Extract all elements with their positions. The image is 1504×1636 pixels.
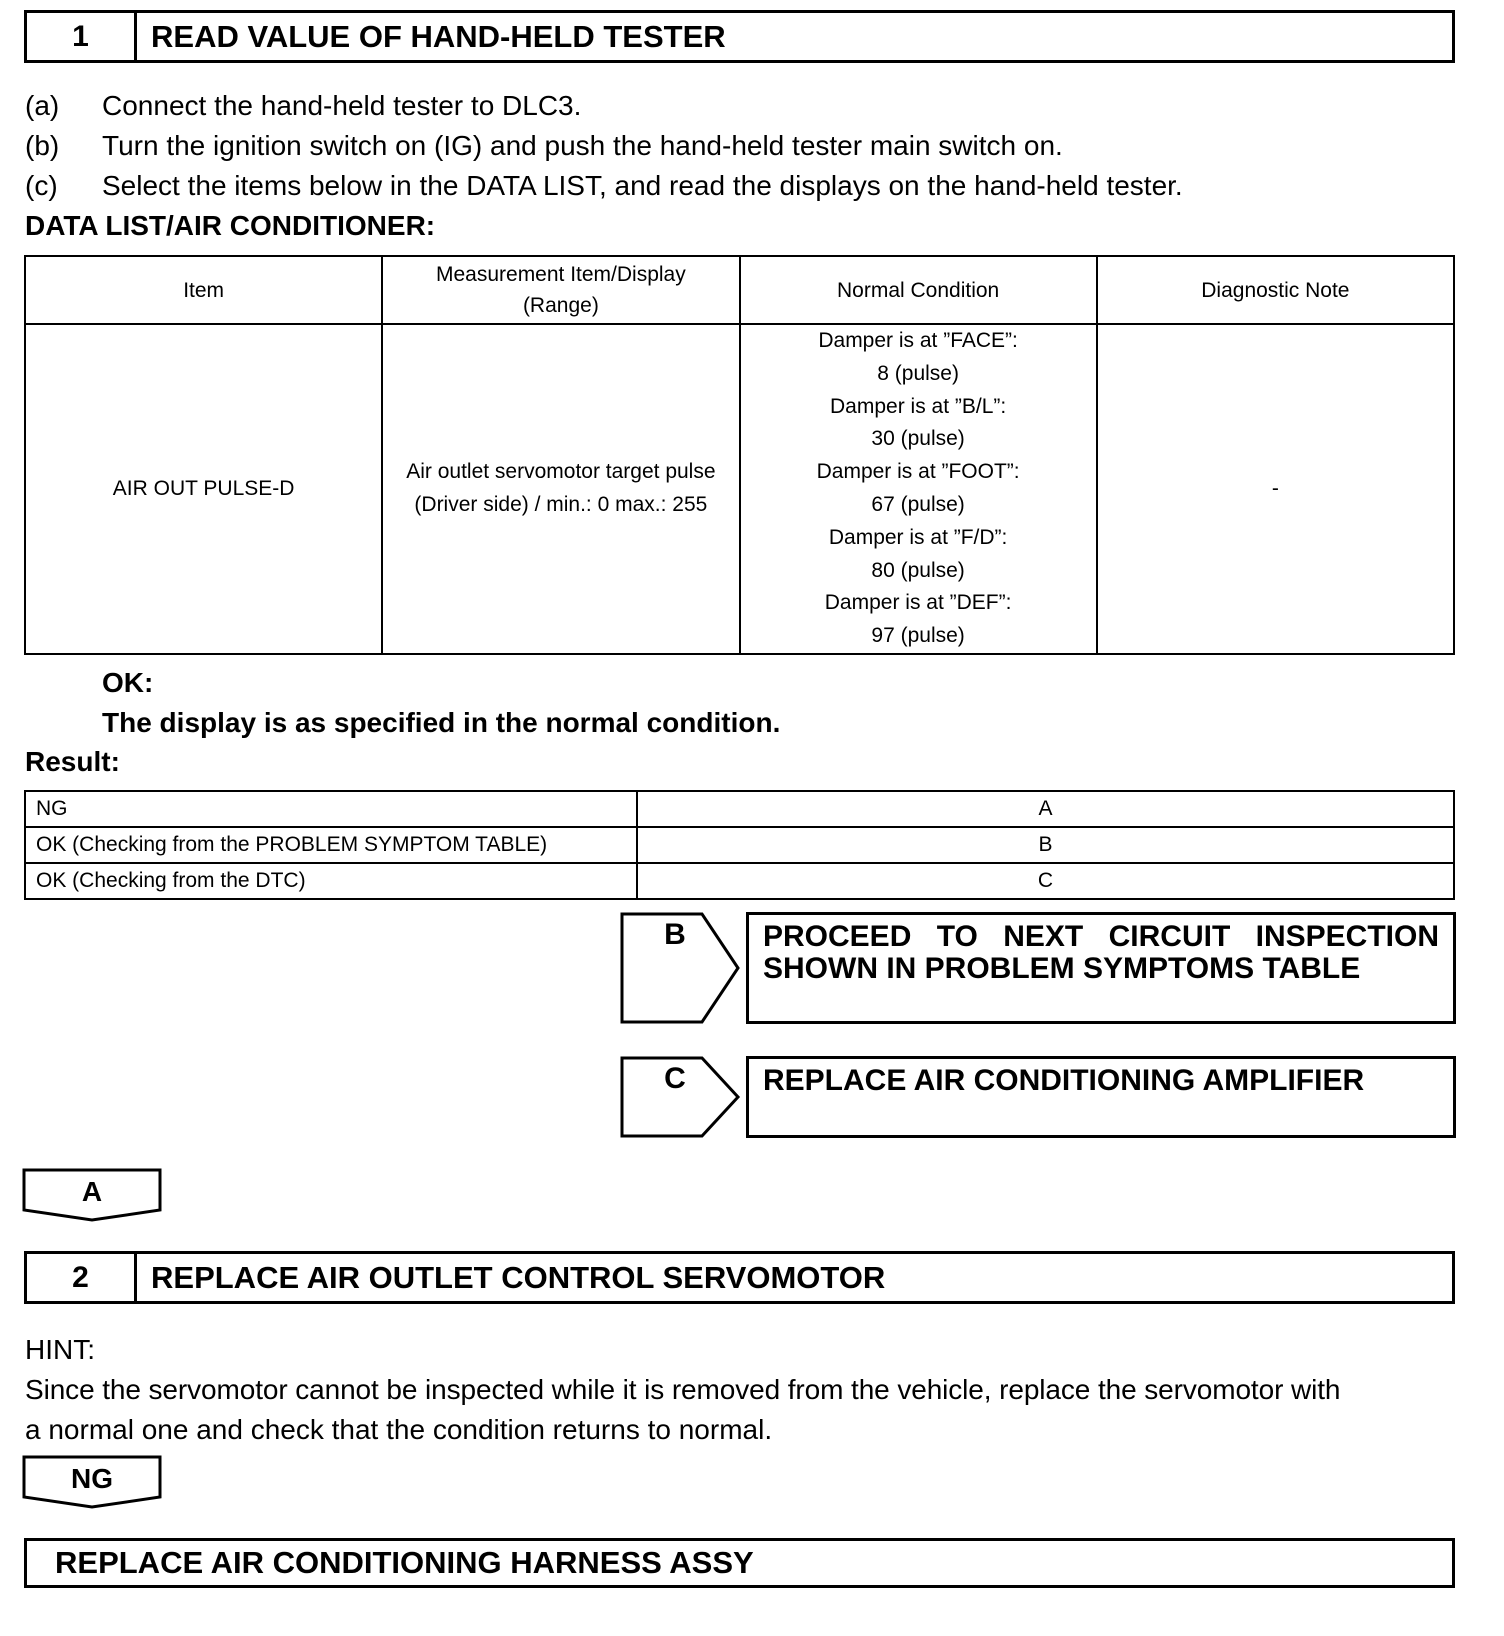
result-code: C bbox=[637, 863, 1454, 899]
result-condition: NG bbox=[25, 791, 637, 827]
branch-c-text: REPLACE AIR CONDITIONING AMPLIFIER bbox=[763, 1064, 1365, 1097]
step-2-header bbox=[24, 1251, 1455, 1304]
step-1-header bbox=[24, 10, 1455, 63]
instruction-text: Select the items below in the DATA LIST, and read the displays on the hand-held tester. bbox=[102, 170, 1183, 201]
result-heading: Result: bbox=[25, 746, 120, 777]
cell-diag: - bbox=[1097, 324, 1454, 654]
step-number: 1 bbox=[27, 13, 137, 60]
table-row bbox=[25, 324, 1454, 654]
normal-line: Damper is at ”FOOT”: bbox=[816, 460, 1020, 484]
branch-b-line1: PROCEED TO NEXT CIRCUIT INSPECTION bbox=[763, 920, 1439, 953]
branch-b-result-box bbox=[746, 912, 1456, 1024]
normal-line: 80 (pulse) bbox=[871, 558, 965, 582]
flow-ng-label: NG bbox=[71, 1463, 113, 1494]
normal-line: Damper is at ”B/L”: bbox=[830, 394, 1007, 418]
instruction-b bbox=[25, 126, 1063, 166]
branch-c-tag-label: C bbox=[664, 1062, 686, 1095]
hint-line1: Since the servomotor cannot be inspected while it is removed from the vehicle, replace the servomotor with bbox=[25, 1374, 1341, 1405]
normal-line: 30 (pulse) bbox=[871, 427, 965, 451]
cell-measurement-line1: Air outlet servomotor target pulse bbox=[406, 460, 716, 484]
table-row bbox=[25, 827, 1454, 863]
branch-c-result-box bbox=[746, 1056, 1456, 1138]
normal-line: Damper is at ”FACE”: bbox=[818, 329, 1018, 352]
cell-normal bbox=[740, 324, 1097, 654]
cell-measurement-line2: (Driver side) / min.: 0 max.: 255 bbox=[414, 492, 708, 516]
result-condition: OK (Checking from the DTC) bbox=[25, 863, 637, 899]
normal-line: 97 (pulse) bbox=[871, 624, 965, 648]
instruction-c bbox=[25, 166, 1183, 206]
cell-item: AIR OUT PULSE-D bbox=[25, 324, 382, 654]
instruction-label: (c) bbox=[25, 170, 58, 201]
ok-text: The display is as specified in the normal condition. bbox=[102, 707, 781, 738]
data-list-table bbox=[24, 255, 1455, 655]
table-row bbox=[25, 863, 1454, 899]
normal-line: Damper is at ”DEF”: bbox=[824, 591, 1012, 615]
result-condition: OK (Checking from the PROBLEM SYMPTOM TABLE) bbox=[25, 827, 637, 863]
step-title: REPLACE AIR OUTLET CONTROL SERVOMOTOR bbox=[151, 1259, 886, 1295]
instruction-label: (a) bbox=[25, 90, 60, 121]
final-step-title: REPLACE AIR CONDITIONING HARNESS ASSY bbox=[55, 1545, 754, 1580]
step-title: READ VALUE OF HAND-HELD TESTER bbox=[151, 18, 726, 54]
header-item: Item bbox=[25, 256, 382, 324]
normal-line: 67 (pulse) bbox=[871, 492, 965, 516]
instruction-label: (b) bbox=[25, 130, 60, 161]
result-code: B bbox=[637, 827, 1454, 863]
result-code: A bbox=[637, 791, 1454, 827]
instruction-text: Turn the ignition switch on (IG) and push the hand-held tester main switch on. bbox=[102, 130, 1063, 161]
ok-label: OK: bbox=[102, 667, 154, 698]
header-measurement bbox=[382, 256, 739, 324]
branch-b-tag-label: B bbox=[664, 918, 686, 951]
header-normal: Normal Condition bbox=[740, 256, 1097, 324]
header-diag: Diagnostic Note bbox=[1097, 256, 1454, 324]
result-table bbox=[24, 790, 1455, 900]
hint-label: HINT: bbox=[25, 1334, 95, 1365]
data-list-heading: DATA LIST/AIR CONDITIONER: bbox=[25, 210, 436, 241]
table-header-row bbox=[25, 256, 1454, 324]
branch-b-line2: SHOWN IN PROBLEM SYMPTOMS TABLE bbox=[763, 952, 1361, 985]
cell-measurement bbox=[382, 324, 739, 654]
table-row bbox=[25, 791, 1454, 827]
normal-line: Damper is at ”F/D”: bbox=[828, 525, 1008, 549]
instruction-a bbox=[25, 86, 581, 126]
final-step-box bbox=[24, 1538, 1455, 1588]
header-measurement-line1: Measurement Item/Display bbox=[435, 263, 686, 286]
normal-line: 8 (pulse) bbox=[877, 361, 959, 385]
hint-line2: a normal one and check that the condition returns to normal. bbox=[25, 1414, 773, 1445]
header-measurement-line2: (Range) bbox=[522, 294, 599, 317]
instruction-text: Connect the hand-held tester to DLC3. bbox=[102, 90, 582, 121]
flow-a-label: A bbox=[81, 1176, 103, 1207]
step-number: 2 bbox=[27, 1254, 137, 1301]
